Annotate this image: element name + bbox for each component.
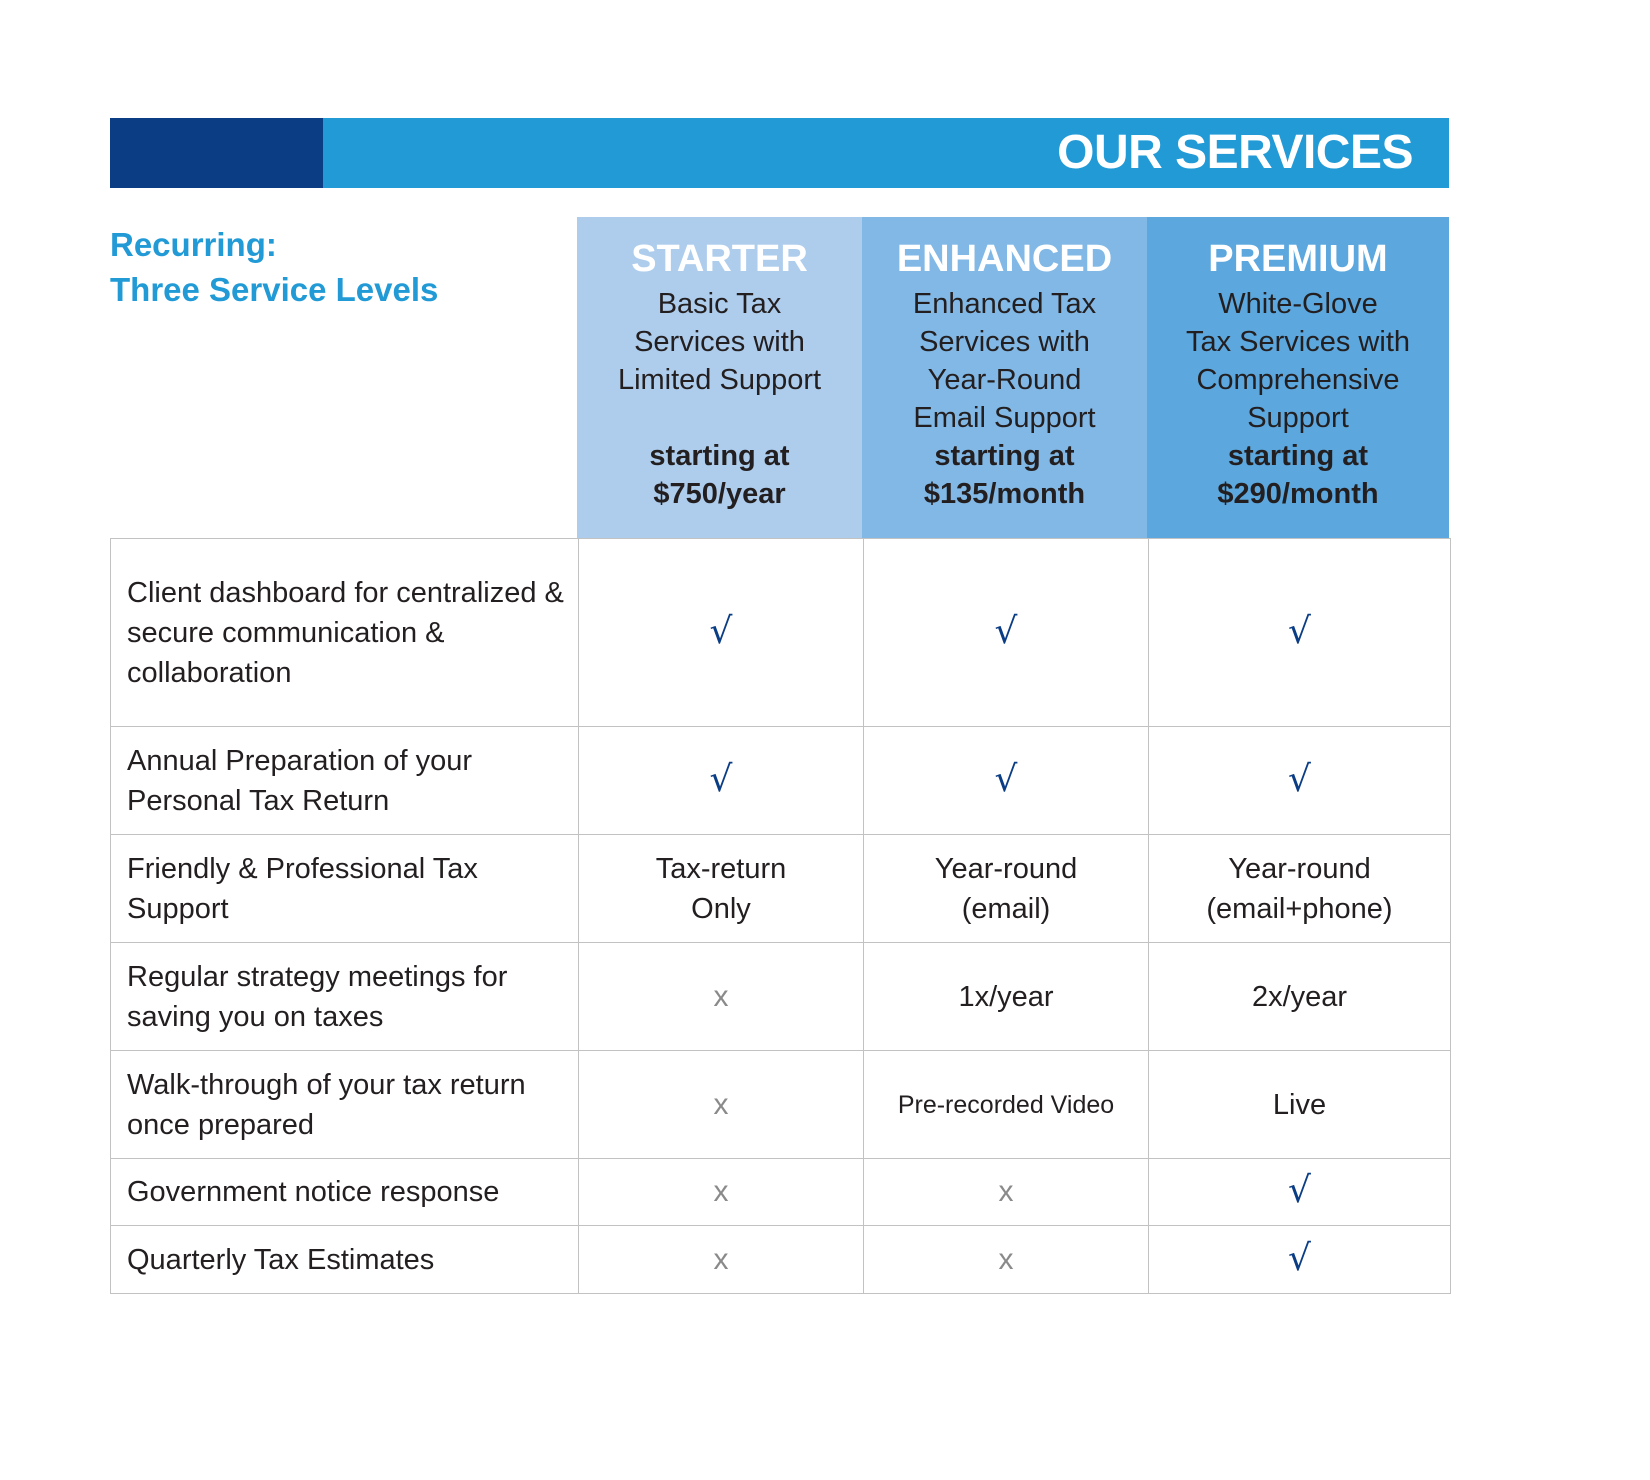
cross-icon: x <box>998 1175 1014 1208</box>
feature-cell <box>1149 1159 1451 1226</box>
check-icon: √ <box>1288 610 1311 652</box>
plan-price-label: starting at <box>649 440 790 472</box>
feature-value: Tax-return Only <box>655 852 787 925</box>
cross-icon: x <box>713 979 729 1013</box>
feature-value: Pre-recorded Video <box>897 1091 1115 1119</box>
feature-cell <box>579 835 864 943</box>
plan-header-premium <box>1147 217 1449 538</box>
feature-label: Walk-through of your tax return once prepared <box>111 1051 579 1159</box>
subtitle-line-2: Three Service Levels <box>110 271 439 308</box>
feature-value: 1x/year <box>958 980 1054 1013</box>
feature-cell <box>1149 1051 1451 1159</box>
feature-label: Friendly & Professional Tax Support <box>111 835 579 943</box>
check-icon: √ <box>994 758 1018 800</box>
plan-price: $750/year <box>653 478 786 510</box>
table-row <box>111 1159 1451 1226</box>
feature-cell <box>864 1226 1149 1294</box>
cross-icon: x <box>713 1175 729 1208</box>
plan-price-label: starting at <box>934 440 1075 472</box>
banner-title: OUR SERVICES <box>1057 126 1413 179</box>
feature-label: Client dashboard for centralized & secure communication & collaboration <box>111 539 579 727</box>
check-icon: √ <box>1288 758 1311 800</box>
table-row <box>111 539 1451 727</box>
feature-cell <box>579 1051 864 1159</box>
plan-description: White-Glove Tax Services with Comprehensive Support <box>1185 288 1410 434</box>
feature-cell <box>1149 943 1451 1051</box>
cross-icon: x <box>713 1242 729 1276</box>
feature-value: Year-round (email) <box>934 852 1078 925</box>
plan-name: ENHANCED <box>896 238 1113 280</box>
check-icon: √ <box>1288 1237 1311 1279</box>
check-icon: √ <box>1288 1170 1311 1211</box>
feature-cell <box>1149 727 1451 835</box>
check-icon: √ <box>994 610 1018 652</box>
feature-cell <box>864 1051 1149 1159</box>
table-row <box>111 1051 1451 1159</box>
feature-cell <box>1149 1226 1451 1294</box>
feature-cell <box>864 539 1149 727</box>
feature-label: Government notice response <box>111 1159 579 1226</box>
feature-label: Annual Preparation of your Personal Tax Return <box>111 727 579 835</box>
feature-label: Quarterly Tax Estimates <box>111 1226 579 1294</box>
check-icon: √ <box>709 610 733 652</box>
plan-header-starter <box>577 217 862 538</box>
plan-price-label: starting at <box>1227 440 1369 472</box>
feature-cell <box>864 1159 1149 1226</box>
feature-value: 2x/year <box>1251 980 1348 1013</box>
feature-cell <box>579 1226 864 1294</box>
feature-cell <box>864 943 1149 1051</box>
feature-cell <box>1149 835 1451 943</box>
feature-cell <box>579 727 864 835</box>
feature-cell <box>1149 539 1451 727</box>
feature-cell <box>864 727 1149 835</box>
feature-value: Live <box>1272 1088 1327 1121</box>
feature-cell <box>579 1159 864 1226</box>
plan-description: Enhanced Tax Services with Year-Round Email Support <box>912 288 1097 434</box>
plan-description: Basic Tax Services with Limited Support <box>617 288 822 396</box>
table-row <box>111 1226 1451 1294</box>
plan-header-enhanced <box>862 217 1147 538</box>
table-row <box>111 727 1451 835</box>
plan-price: $135/month <box>923 478 1086 510</box>
feature-value: Year-round (email+phone) <box>1206 852 1393 925</box>
section-subtitle <box>110 222 438 312</box>
plan-name: PREMIUM <box>1208 238 1388 280</box>
feature-label: Regular strategy meetings for saving you on taxes <box>111 943 579 1051</box>
banner-accent-block <box>110 118 323 188</box>
table-row <box>111 835 1451 943</box>
feature-cell <box>579 943 864 1051</box>
check-icon: √ <box>709 758 733 800</box>
services-banner <box>110 118 1449 188</box>
feature-comparison-table <box>110 538 1451 1294</box>
feature-cell <box>864 835 1149 943</box>
subtitle-line-1: Recurring: <box>110 226 277 263</box>
plan-price: $290/month <box>1217 478 1379 510</box>
plan-name: STARTER <box>631 238 808 280</box>
table-row <box>111 943 1451 1051</box>
cross-icon: x <box>713 1087 729 1121</box>
cross-icon: x <box>998 1242 1014 1276</box>
feature-cell <box>579 539 864 727</box>
